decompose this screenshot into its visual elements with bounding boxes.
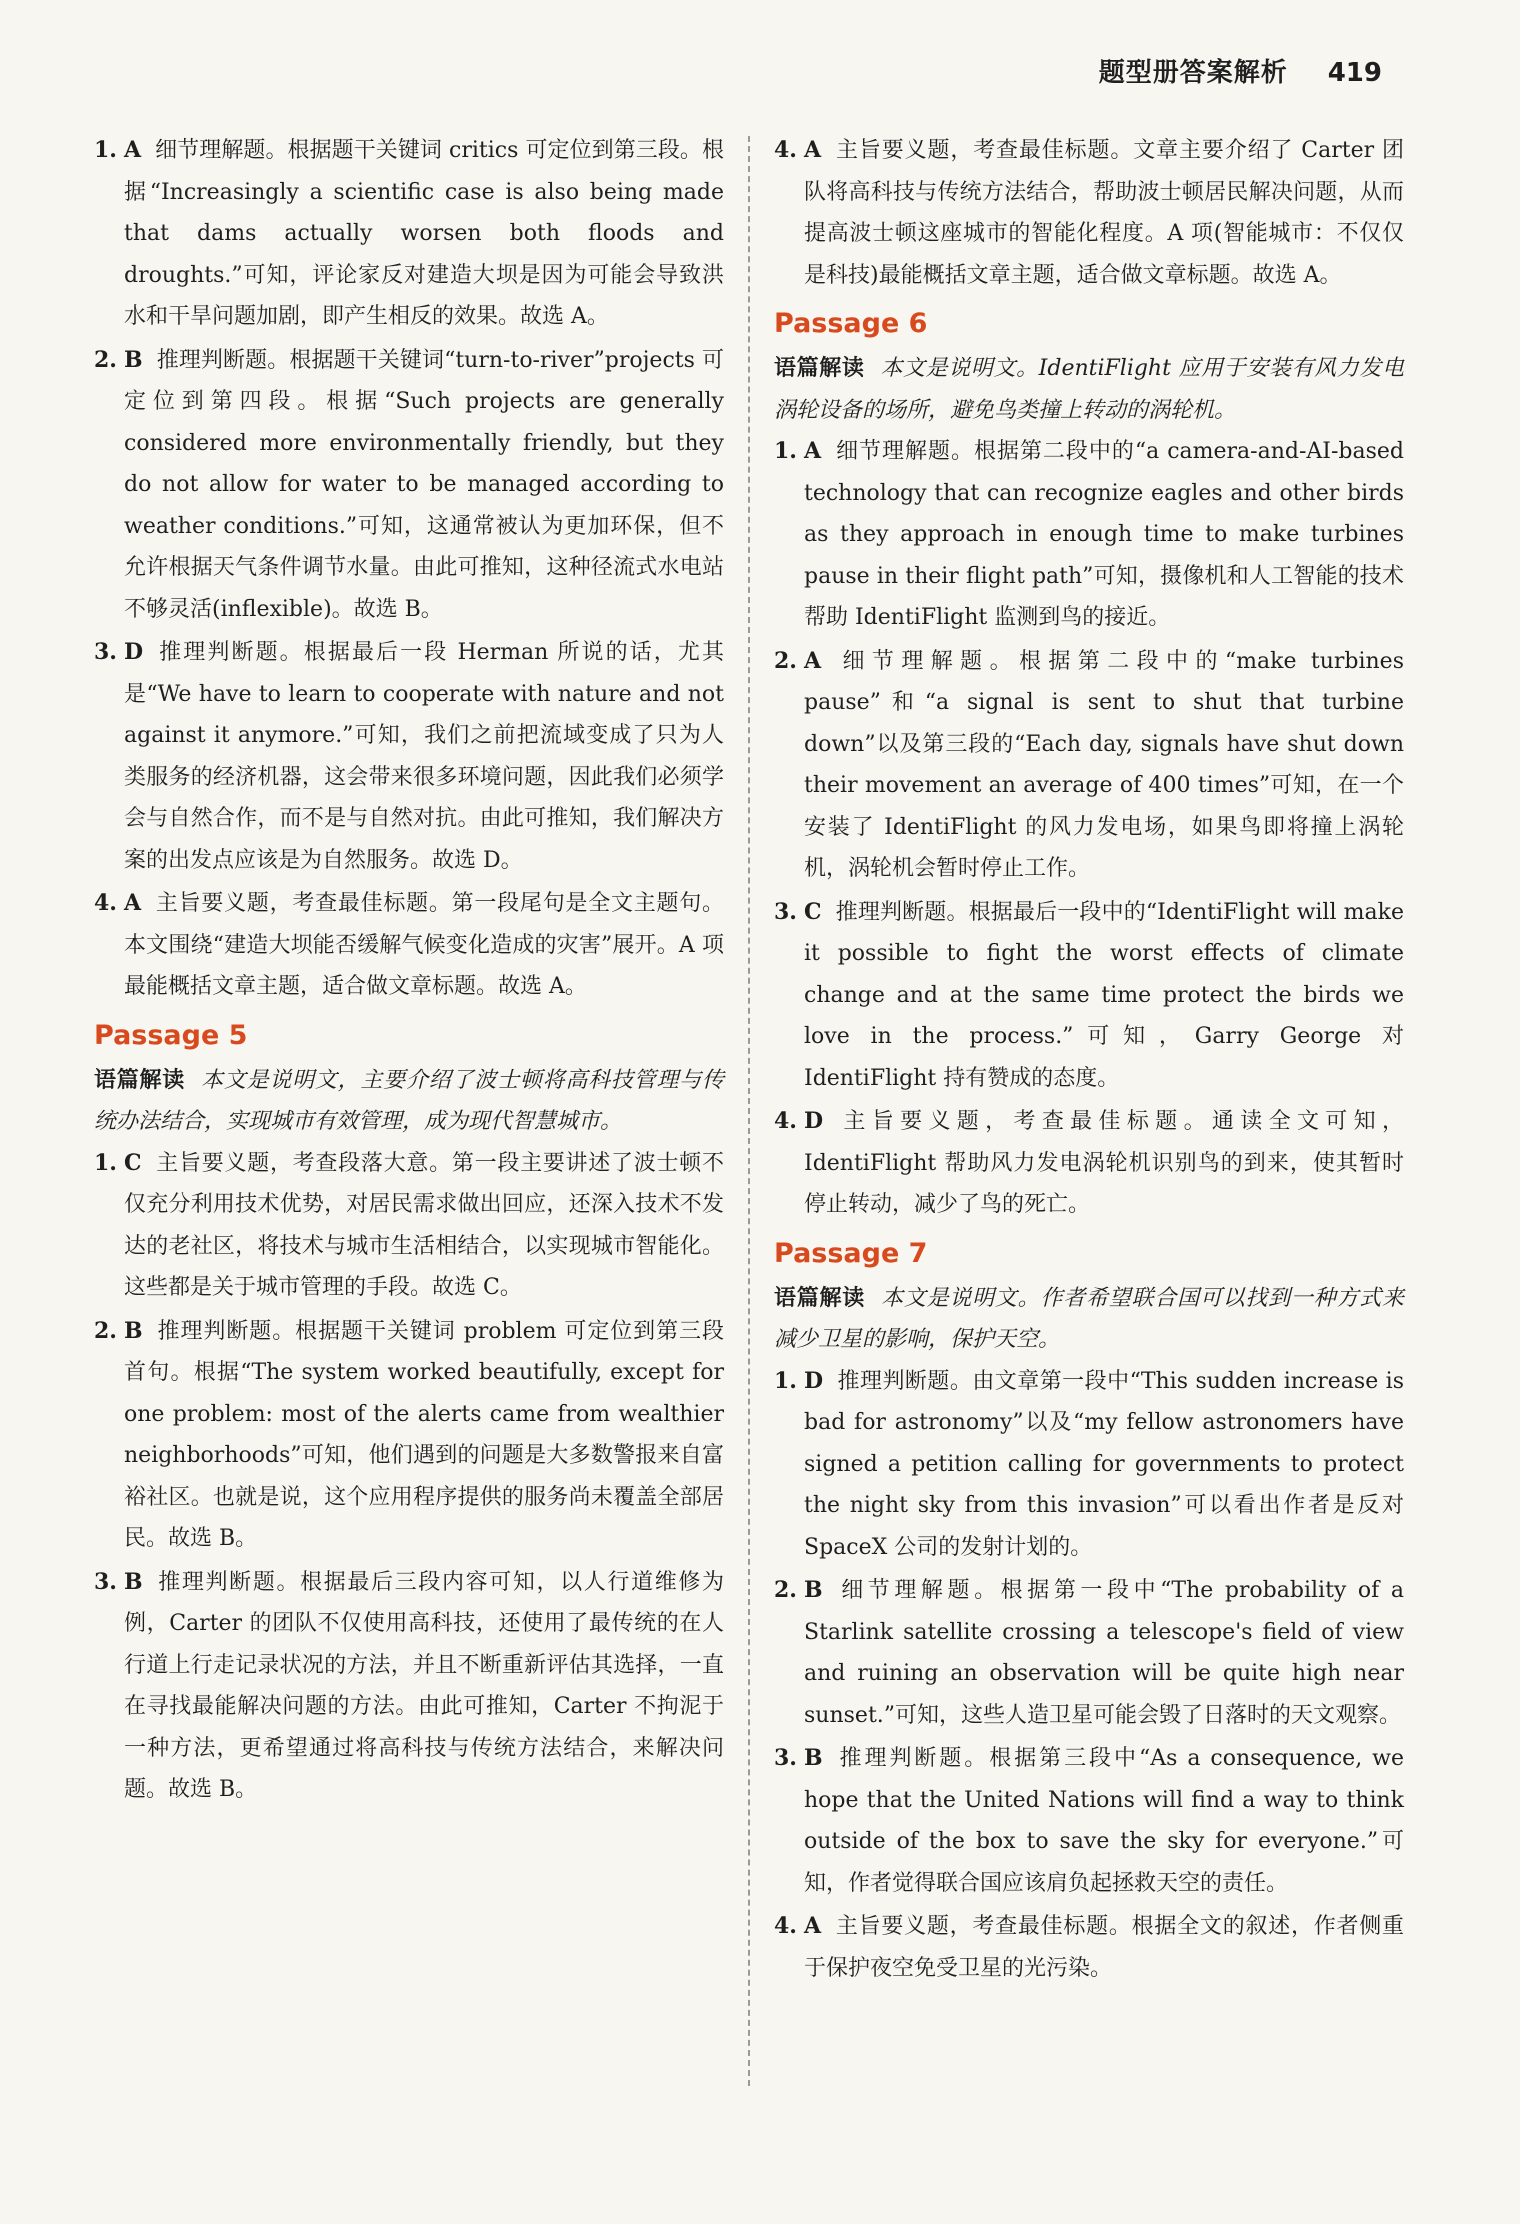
explanation-text: 细节理解题。根据第二段中的“a camera-and-AI-based technology that can recognize eagles and other birds as they approach in enough time to make turbines pause in their flight path”可知，摄像机和人工智能的技术帮助 IdentiFlight 监测到鸟的接近。 — [804, 439, 1404, 630]
answer-letter: A — [804, 1913, 822, 1939]
column-divider — [748, 136, 750, 2086]
explanation-text: 推理判断题。根据题干关键词“turn-to-river”projects 可定位到第四段。根据“Such projects are generally considered more environmentally friendly, but they do not allow for water to be managed according to weather conditions.”可知，这通常被认为更加环保，但不允许根据天气条件调节水量。由此可推知，这种径流式水电站不够灵活(inflexible)。故选 B。 — [124, 347, 724, 622]
intro-label: 语篇解读 — [774, 356, 865, 381]
item-number: 1. — [94, 137, 117, 163]
explanation-text: 主旨要义题，考查最佳标题。第一段尾句是全文主题句。本文围绕“建造大坝能否缓解气候变化造成的灾害”展开。A 项最能概括文章主题，适合做文章标题。故选 A。 — [124, 891, 724, 999]
explanation-text: 推理判断题。根据题干关键词 problem 可定位到第三段首句。根据“The system worked beautifully, except for one problem: most of the alerts came from wealthier neighborhoods”可知，他们遇到的问题是大多数警报来自富裕社区。也就是说，这个应用程序提供的服务尚未覆盖全部居民。故选 B。 — [124, 1318, 724, 1551]
item-number: 2. — [94, 346, 117, 373]
item-number: 3. — [94, 639, 117, 665]
explanation-text: 推理判断题。由文章第一段中“This sudden increase is bad for astronomy”以及“my fellow astronomers have signed a petition calling for governments to protect the night sky from this invasion”可以看出作者是反对 SpaceX 公司的发射计划的。 — [804, 1368, 1404, 1560]
answer-letter: A — [804, 647, 822, 674]
item-number: 2. — [774, 1577, 797, 1603]
passage-heading: Passage 7 — [774, 1237, 928, 1269]
answer-letter: B — [124, 1568, 143, 1595]
page-number: 419 — [1327, 58, 1382, 88]
explanation-text: 主旨要义题，考查最佳标题。通读全文可知，IdentiFlight 帮助风力发电涡轮机识别鸟的到来，使其暂时停止转动，减少了鸟的死亡。 — [804, 1109, 1404, 1217]
answer-letter: C — [124, 1149, 142, 1176]
item-number: 3. — [774, 898, 797, 925]
passage-intro — [774, 348, 1404, 431]
right-column — [774, 130, 1404, 1991]
item-number: 3. — [774, 1745, 797, 1771]
intro-label: 语篇解读 — [774, 1285, 866, 1311]
explanation-text: 推理判断题。根据最后一段 Herman 所说的话，尤其是“We have to learn to cooperate with nature and not against it anymore.”可知，我们之前把流域变成了只为人类服务的经济机器，这会带来很多环境问题，因此我们必须学会与自然合作，而不是与自然对抗。由此可推知，我们解决方案的出发点应该是为自然服务。故选 D。 — [124, 640, 724, 873]
answer-item — [94, 130, 724, 338]
answer-letter: A — [804, 438, 822, 464]
item-number: 2. — [774, 647, 797, 674]
item-number: 1. — [774, 1367, 797, 1394]
answer-item — [774, 1906, 1404, 1989]
explanation-text: 推理判断题。根据第三段中“As a consequence, we hope that the United Nations will find a way to think outside of the box to save the sky for everyone.”可知，作者觉得联合国应该肩负起拯救天空的责任。 — [804, 1746, 1404, 1896]
answer-letter: B — [804, 1745, 823, 1771]
answer-item — [774, 431, 1404, 639]
intro-text: 本文是说明文。作者希望联合国可以找到一种方式来减少卫星的影响，保护天空。 — [774, 1285, 1404, 1352]
answer-letter: D — [804, 1108, 824, 1134]
intro-text: 本文是说明文，主要介绍了波士顿将高科技管理与传统办法结合，实现城市有效管理，成为现代智慧城市。 — [94, 1067, 724, 1134]
explanation-text: 细节理解题。根据第一段中“The probability of a Starlink satellite crossing a telescope's field of view and ruining an observation will be quite high near sunset.”可知，这些人造卫星可能会毁了日落时的天文观察。 — [804, 1578, 1404, 1728]
explanation-text: 推理判断题。根据最后三段内容可知，以人行道维修为例，Carter 的团队不仅使用高科技，还使用了最传统的在人行道上行走记录状况的方法，并且不断重新评估其选择，一直在寻找最能解决问题的方法。由此可推知，Carter 不拘泥于一种方法，更希望通过将高科技与传统方法结合，来解决问题。故选 B。 — [124, 1569, 724, 1802]
answer-item — [774, 1738, 1404, 1904]
answer-letter: B — [804, 1577, 823, 1603]
item-number: 4. — [774, 137, 797, 163]
item-number: 4. — [94, 890, 117, 916]
item-number: 3. — [94, 1568, 117, 1595]
explanation-text: 细节理解题。根据第二段中的“make turbines pause”和“a signal is sent to shut that turbine down”以及第三段的“Each day, signals have shut down their movement an average of 400 times”可知，在一个安装了 IdentiFlight 的风力发电场，如果鸟即将撞上涡轮机，涡轮机会暂时停止工作。 — [804, 648, 1404, 881]
answer-letter: B — [124, 346, 143, 373]
item-number: 2. — [94, 1317, 117, 1344]
passage-heading: Passage 6 — [774, 308, 928, 339]
intro-text: 本文是说明文。IdentiFlight 应用于安装有风力发电涡轮设备的场所，避免鸟类撞上转动的涡轮机。 — [774, 356, 1404, 423]
left-column — [94, 130, 724, 1813]
explanation-text: 细节理解题。根据题干关键词 critics 可定位到第三段。根据“Increasingly a scientific case is also being made that dams actually worsen both floods and droughts.”可知，评论家反对建造大坝是因为可能会导致洪水和干旱问题加剧，即产生相反的效果。故选 A。 — [124, 138, 724, 329]
explanation-text: 主旨要义题，考查最佳标题。根据全文的叙述，作者侧重于保护夜空免受卫星的光污染。 — [804, 1914, 1404, 1981]
answer-item — [774, 892, 1404, 1100]
answer-item — [774, 130, 1404, 296]
answer-item — [94, 340, 724, 631]
header-title: 题型册答案解析 — [1098, 58, 1288, 88]
passage-heading: Passage 5 — [94, 1019, 248, 1051]
explanation-text: 主旨要义题，考查最佳标题。文章主要介绍了 Carter 团队将高科技与传统方法结合，帮助波士顿居民解决问题，从而提高波士顿这座城市的智能化程度。A 项(智能城市：不仅仅是科技)最能概括文章主题，适合做文章标题。故选 A。 — [804, 138, 1404, 288]
answer-letter: A — [124, 890, 142, 916]
answer-letter: A — [124, 137, 142, 163]
explanation-text: 推理判断题。根据最后一段中的“IdentiFlight will make it possible to fight the worst effects of climate change and at the same time protect the birds we love in the process.”可知，Garry George 对 IdentiFlight 持有赞成的态度。 — [804, 899, 1404, 1091]
answer-letter: D — [804, 1367, 824, 1394]
answer-letter: B — [124, 1317, 143, 1344]
answer-item — [94, 1562, 724, 1811]
answer-letter: C — [804, 898, 822, 925]
answer-item — [94, 1143, 724, 1309]
answer-item — [774, 1361, 1404, 1569]
item-number: 1. — [94, 1149, 117, 1176]
answer-letter: D — [124, 639, 144, 665]
answer-item — [774, 1101, 1404, 1226]
page-header — [1099, 52, 1382, 89]
answer-item — [94, 1311, 724, 1560]
explanation-text: 主旨要义题，考查段落大意。第一段主要讲述了波士顿不仅充分利用技术优势，对居民需求做出回应，还深入技术不发达的老社区，将技术与城市生活相结合，以实现城市智能化。这些都是关于城市管理的手段。故选 C。 — [124, 1150, 724, 1300]
intro-label: 语篇解读 — [94, 1067, 186, 1093]
item-number: 4. — [774, 1913, 797, 1939]
answer-item — [774, 641, 1404, 890]
answer-item — [94, 883, 724, 1008]
passage-intro — [94, 1060, 724, 1143]
passage-intro — [774, 1278, 1404, 1361]
answer-item — [94, 632, 724, 881]
answer-item — [774, 1570, 1404, 1736]
answer-letter: A — [804, 137, 822, 163]
item-number: 1. — [774, 438, 797, 464]
item-number: 4. — [774, 1108, 797, 1134]
